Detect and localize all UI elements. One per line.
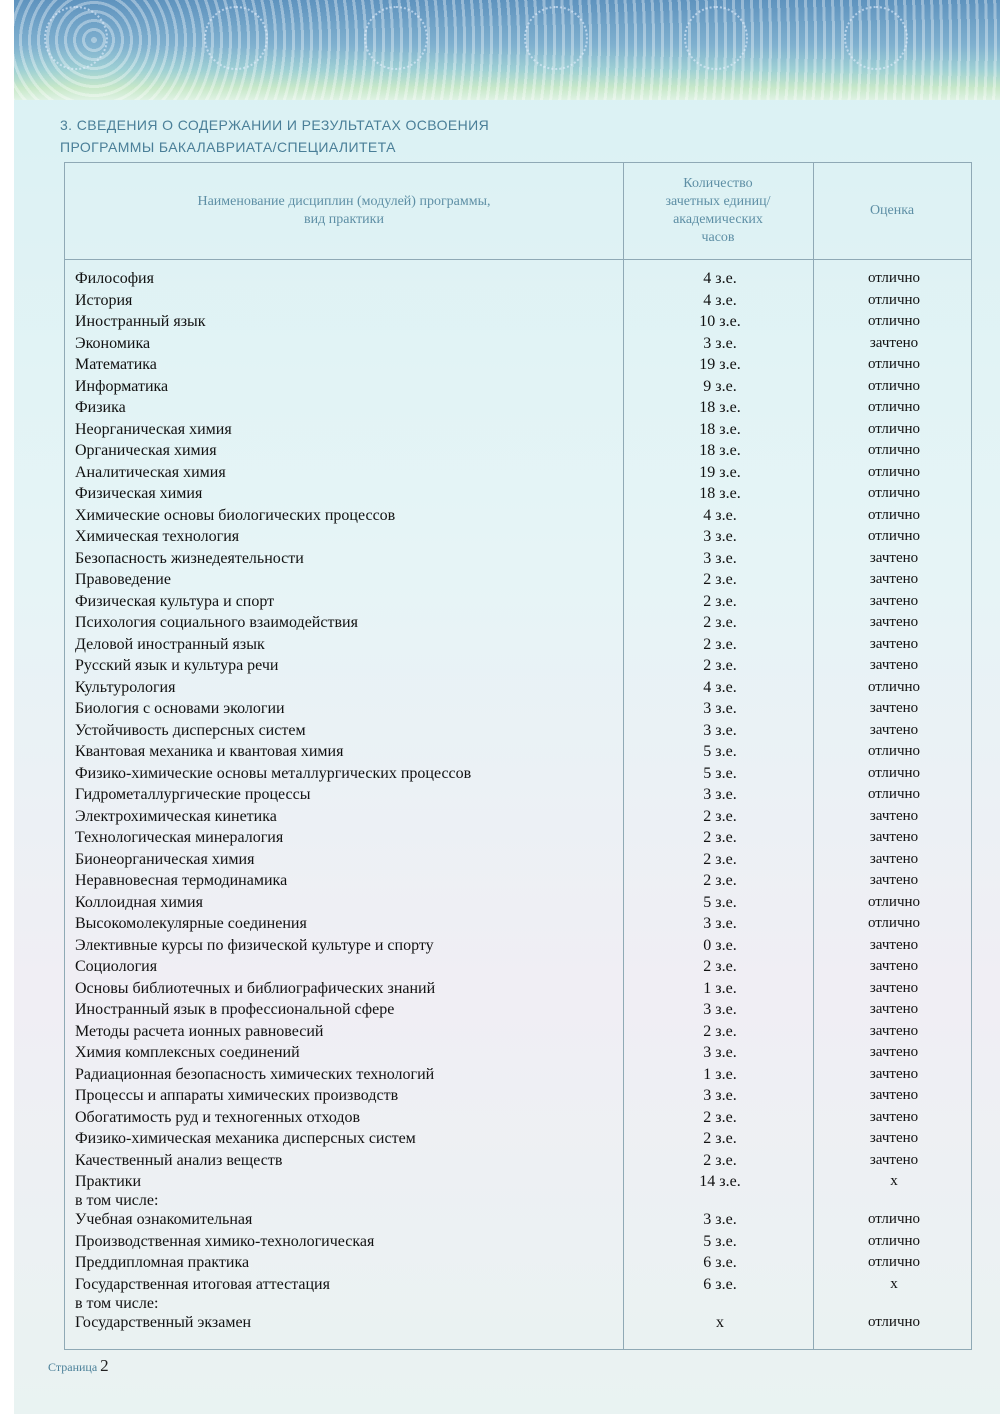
discipline-name-text: Учебная ознакомительная: [75, 1211, 253, 1228]
table-row: [65, 291, 971, 313]
grade: отлично: [867, 356, 921, 372]
grade: отлично: [867, 270, 921, 286]
grade: зачтено: [869, 958, 919, 974]
discipline-name-text: Физическая культура и спорт: [75, 592, 275, 610]
table-row: [65, 807, 971, 829]
discipline-name-text: Культурология: [75, 678, 176, 696]
discipline-name-text: Деловой иностранный язык: [75, 635, 265, 653]
table-row: [65, 1022, 971, 1044]
grade: отлично: [867, 399, 921, 415]
table-row: [65, 979, 971, 1001]
discipline-name-text: Аналитическая химия: [75, 463, 226, 481]
table-row: [65, 269, 971, 291]
table-row: [65, 1151, 971, 1173]
grade: отлично: [867, 485, 921, 501]
table-row: [65, 613, 971, 635]
grade: x: [890, 1275, 898, 1292]
table-row: [65, 828, 971, 850]
grade: отлично: [867, 377, 921, 394]
grade: зачтено: [869, 807, 919, 824]
table-row: [65, 785, 971, 807]
grade: зачтено: [869, 1130, 919, 1146]
credit-units: 3 з.е.: [703, 334, 737, 352]
table-row: [65, 957, 971, 979]
discipline-name-text: Обогатимость руд и техногенных отходов: [75, 1108, 361, 1126]
decorative-guilloche-band: [14, 0, 1000, 100]
discipline-name: [75, 355, 615, 374]
grade: отлично: [867, 463, 921, 480]
grade: зачтено: [869, 872, 919, 888]
discipline-name: [75, 764, 615, 783]
table-row: [65, 355, 971, 377]
header-text: Количество: [683, 176, 753, 191]
discipline-name: [75, 721, 615, 740]
discipline-name: [75, 871, 615, 890]
discipline-name-text: Методы расчета ионных равновесий: [75, 1022, 324, 1040]
page-footer: [48, 1356, 109, 1376]
discipline-name: [75, 1065, 615, 1084]
table-row: [65, 1172, 971, 1210]
table-row: [65, 1232, 971, 1254]
section-title: [60, 114, 760, 158]
table-row: [65, 592, 971, 614]
table-row: [65, 420, 971, 442]
grade: зачтено: [869, 829, 919, 845]
discipline-name: [75, 979, 615, 998]
grade: зачтено: [869, 571, 919, 587]
grade: зачтено: [869, 721, 919, 738]
discipline-name-text: История: [75, 291, 133, 309]
credit-units: 3 з.е.: [703, 786, 737, 803]
section-title-line: 3. СВЕДЕНИЯ О СОДЕРЖАНИИ И РЕЗУЛЬТАТАХ ОСВОЕНИЯ: [60, 117, 490, 133]
discipline-name: [75, 269, 615, 288]
discipline-name-text: Органическая химия: [75, 442, 217, 459]
discipline-name-text: Элективные курсы по физической культуре и спорту: [75, 936, 434, 954]
discipline-name: [75, 914, 615, 933]
discipline-name-text: Квантовая механика и квантовая химия: [75, 743, 344, 760]
discipline-name: [75, 936, 615, 955]
credit-units: 2 з.е.: [703, 872, 737, 889]
table-row: [65, 570, 971, 592]
grade: зачтено: [869, 850, 919, 867]
discipline-name: [75, 334, 615, 353]
discipline-name: [75, 527, 615, 546]
table-row: [65, 893, 971, 915]
discipline-name-text: Физико-химические основы металлургических процессов: [75, 764, 472, 782]
discipline-name-text: Иностранный язык: [75, 313, 206, 330]
discipline-name: [75, 377, 615, 396]
discipline-name: [75, 291, 615, 310]
table-row: [65, 742, 971, 764]
credit-units: 3 з.е.: [703, 1044, 737, 1061]
table-row: [65, 1129, 971, 1151]
discipline-name-text: Правоведение: [75, 571, 171, 588]
credit-units: 5 з.е.: [703, 764, 737, 782]
discipline-name-text: Физическая химия: [75, 485, 203, 502]
discipline-name-text: Неравновесная термодинамика: [75, 872, 288, 889]
credit-units: 18 з.е.: [699, 442, 741, 459]
discipline-name-text: Высокомолекулярные соединения: [75, 915, 307, 932]
grade: зачтено: [869, 1044, 919, 1060]
grade: отлично: [867, 764, 921, 781]
table-row: [65, 1313, 971, 1335]
rosette-ornament-icon: [204, 6, 268, 70]
discipline-name-text: Коллоидная химия: [75, 893, 203, 911]
discipline-name: [75, 678, 615, 697]
credit-units: 2 з.е.: [703, 1151, 737, 1169]
discipline-subnote: в том числе:: [75, 1192, 159, 1209]
credit-units: 2 з.е.: [703, 614, 737, 631]
discipline-name: [75, 312, 615, 331]
grade: отлично: [867, 528, 921, 544]
credit-units: x: [716, 1313, 724, 1331]
grade: зачтено: [869, 1087, 919, 1103]
discipline-name: [75, 1108, 615, 1127]
credit-units: 3 з.е.: [703, 1211, 737, 1228]
grade: отлично: [867, 313, 921, 329]
discipline-name-text: Бионеорганическая химия: [75, 850, 255, 868]
table-row: [65, 1043, 971, 1065]
discipline-name: [75, 549, 615, 568]
discipline-name-text: Преддипломная практика: [75, 1254, 250, 1271]
table-row: [65, 635, 971, 657]
credit-units: 2 з.е.: [703, 1108, 737, 1126]
discipline-name: [75, 850, 615, 869]
credit-units: 0 з.е.: [703, 936, 737, 954]
credit-units: 3 з.е.: [703, 915, 737, 932]
discipline-name-text: Социология: [75, 958, 158, 975]
disciplines-table: [64, 162, 972, 1350]
discipline-name: [75, 785, 615, 804]
credit-units: 5 з.е.: [703, 893, 737, 911]
discipline-name: [75, 957, 615, 976]
discipline-subnote: в том числе:: [75, 1294, 159, 1312]
credit-units: 19 з.е.: [699, 356, 741, 373]
header-text: академических: [673, 212, 763, 227]
rosette-ornament-icon: [844, 6, 908, 70]
table-row: [65, 699, 971, 721]
header-text: зачетных единиц/: [665, 194, 771, 209]
credit-units: 9 з.е.: [703, 377, 737, 395]
grade: зачтено: [869, 936, 919, 953]
credit-units: 18 з.е.: [699, 420, 741, 438]
discipline-name: [75, 1275, 615, 1313]
discipline-name: [75, 1000, 615, 1019]
grade: отлично: [867, 743, 921, 759]
discipline-name-text: Химия комплексных соединений: [75, 1044, 300, 1061]
discipline-name-text: Основы библиотечных и библиографических знаний: [75, 979, 436, 997]
discipline-name: [75, 1022, 615, 1041]
grade: отлично: [867, 915, 921, 931]
table-row: [65, 1065, 971, 1087]
table-row: [65, 871, 971, 893]
rosette-ornament-icon: [684, 6, 748, 70]
table-row: [65, 850, 971, 872]
discipline-name-text: Процессы и аппараты химических производств: [75, 1087, 399, 1104]
table-row: [65, 764, 971, 786]
credit-units: 3 з.е.: [703, 549, 737, 567]
credit-units: 2 з.е.: [703, 958, 737, 975]
grade: зачтено: [869, 592, 919, 609]
discipline-name: [75, 1129, 615, 1148]
grade: отлично: [867, 291, 921, 308]
discipline-name-text: Качественный анализ веществ: [75, 1151, 283, 1169]
credit-units: 3 з.е.: [703, 721, 737, 739]
rosette-ornament-icon: [364, 6, 428, 70]
table-row: [65, 1275, 971, 1313]
table-row: [65, 1000, 971, 1022]
header-text: Оценка: [869, 203, 915, 218]
grade: зачтено: [869, 1151, 919, 1168]
discipline-name: [75, 398, 615, 417]
credit-units: 2 з.е.: [703, 592, 737, 610]
discipline-name: [75, 1313, 615, 1332]
header-credit-units: [623, 163, 813, 259]
discipline-name: [75, 570, 615, 589]
grade: отлично: [867, 506, 921, 523]
grade: отлично: [867, 420, 921, 437]
discipline-name-text: Электрохимическая кинетика: [75, 807, 277, 825]
credit-units: 5 з.е.: [703, 743, 737, 760]
table-row: [65, 549, 971, 571]
credit-units: 2 з.е.: [703, 571, 737, 588]
rosette-ornament-icon: [524, 6, 588, 70]
table-row: [65, 936, 971, 958]
table-row: [65, 1210, 971, 1232]
credit-units: 18 з.е.: [699, 485, 741, 502]
grade: зачтено: [869, 549, 919, 566]
table-row: [65, 312, 971, 334]
discipline-name: [75, 1043, 615, 1062]
rosette-ornament-icon: [44, 6, 108, 70]
discipline-name: [75, 893, 615, 912]
credit-units: 2 з.е.: [703, 1130, 737, 1147]
discipline-name-text: Неорганическая химия: [75, 420, 232, 438]
credit-units: 14 з.е.: [699, 1173, 741, 1190]
grade: зачтено: [869, 614, 919, 630]
discipline-name: [75, 828, 615, 847]
header-grade: [813, 163, 971, 259]
discipline-name-text: Производственная химико-технологическая: [75, 1232, 375, 1250]
table-row: [65, 377, 971, 399]
discipline-name-text: Биология с основами экологии: [75, 700, 285, 717]
discipline-name-text: Безопасность жизнедеятельности: [75, 549, 304, 567]
table-row: [65, 678, 971, 700]
discipline-name-text: Физика: [75, 399, 126, 416]
discipline-name-text: Информатика: [75, 377, 169, 395]
credit-units: 2 з.е.: [703, 1022, 737, 1040]
credit-units: 2 з.е.: [703, 807, 737, 825]
header-text: Наименование дисциплин (модулей) программы,: [197, 194, 491, 209]
discipline-name: [75, 1172, 615, 1210]
discipline-name: [75, 506, 615, 525]
credit-units: 4 з.е.: [703, 678, 737, 696]
page-number: 2: [100, 1356, 109, 1375]
discipline-name-text: Химическая технология: [75, 528, 240, 545]
table-row: [65, 463, 971, 485]
grade: отлично: [867, 786, 921, 802]
credit-units: 6 з.е.: [703, 1275, 737, 1293]
credit-units: 2 з.е.: [703, 635, 737, 653]
discipline-name-text: Иностранный язык в профессиональной сфере: [75, 1001, 395, 1018]
table-body: [65, 269, 971, 1334]
discipline-name-text: Философия: [75, 270, 154, 287]
grade: зачтено: [869, 1065, 919, 1082]
discipline-name: [75, 420, 615, 439]
discipline-name-text: Радиационная безопасность химических технологий: [75, 1065, 435, 1083]
discipline-name: [75, 1151, 615, 1170]
table-row: [65, 334, 971, 356]
discipline-name-text: Экономика: [75, 334, 151, 352]
discipline-name-text: Технологическая минералогия: [75, 829, 284, 846]
discipline-name-text: Психология социального взаимодействия: [75, 614, 358, 631]
page-label: Страница: [48, 1360, 98, 1374]
credit-units: 4 з.е.: [703, 291, 737, 309]
credit-units: 18 з.е.: [699, 399, 741, 416]
credit-units: 1 з.е.: [703, 979, 737, 997]
credit-units: 4 з.е.: [703, 270, 737, 287]
grade: зачтено: [869, 657, 919, 673]
header-text: часов: [701, 230, 735, 245]
discipline-name-text: Государственная итоговая аттестация: [75, 1275, 330, 1293]
credit-units: 3 з.е.: [703, 1087, 737, 1104]
discipline-name: [75, 463, 615, 482]
discipline-name: [75, 1232, 615, 1251]
discipline-name: [75, 635, 615, 654]
section-title-line: ПРОГРАММЫ БАКАЛАВРИАТА/СПЕЦИАЛИТЕТА: [60, 139, 396, 155]
discipline-name-text: Гидрометаллургические процессы: [75, 786, 311, 803]
discipline-name: [75, 1086, 615, 1105]
grade: зачтено: [869, 1022, 919, 1039]
grade: отлично: [867, 1254, 921, 1270]
discipline-name-text: Химические основы биологических процессов: [75, 506, 396, 524]
grade: отлично: [867, 1232, 921, 1249]
table-row: [65, 914, 971, 936]
header-text: вид практики: [304, 212, 384, 227]
discipline-name: [75, 484, 615, 503]
credit-units: 5 з.е.: [703, 1232, 737, 1250]
grade: зачтено: [869, 334, 919, 351]
table-row: [65, 506, 971, 528]
grade: отлично: [867, 893, 921, 910]
discipline-name-text: Математика: [75, 356, 157, 373]
credit-units: 1 з.е.: [703, 1065, 737, 1083]
table-row: [65, 441, 971, 463]
table-row: [65, 484, 971, 506]
discipline-name: [75, 1210, 615, 1229]
discipline-name-text: Физико-химическая механика дисперсных систем: [75, 1130, 416, 1147]
credit-units: 2 з.е.: [703, 850, 737, 868]
table-row: [65, 1108, 971, 1130]
discipline-name: [75, 742, 615, 761]
grade: зачтено: [869, 700, 919, 716]
grade: зачтено: [869, 635, 919, 652]
credit-units: 2 з.е.: [703, 829, 737, 846]
table-row: [65, 1086, 971, 1108]
discipline-name-text: Устойчивость дисперсных систем: [75, 721, 306, 739]
credit-units: 3 з.е.: [703, 1001, 737, 1018]
grade: зачтено: [869, 979, 919, 996]
discipline-name: [75, 592, 615, 611]
grade: отлично: [867, 678, 921, 695]
credit-units: 19 з.е.: [699, 463, 741, 481]
discipline-name: [75, 656, 615, 675]
table-row: [65, 721, 971, 743]
discipline-name-text: Практики: [75, 1173, 142, 1190]
discipline-name-text: Русский язык и культура речи: [75, 657, 279, 674]
grade: отлично: [867, 442, 921, 458]
grade: зачтено: [869, 1001, 919, 1017]
discipline-name: [75, 441, 615, 460]
table-row: [65, 527, 971, 549]
credit-units: 10 з.е.: [699, 313, 741, 330]
table-row: [65, 1253, 971, 1275]
credit-units: 3 з.е.: [703, 700, 737, 717]
header-discipline-name: [65, 163, 623, 259]
discipline-name: [75, 613, 615, 632]
discipline-name-text: Государственный экзамен: [75, 1313, 252, 1331]
credit-units: 4 з.е.: [703, 506, 737, 524]
credit-units: 2 з.е.: [703, 657, 737, 674]
discipline-name: [75, 1253, 615, 1272]
credit-units: 3 з.е.: [703, 528, 737, 545]
grade: отлично: [867, 1211, 921, 1227]
grade: x: [890, 1173, 898, 1189]
credit-units: 6 з.е.: [703, 1254, 737, 1271]
grade: зачтено: [869, 1108, 919, 1125]
grade: отлично: [867, 1313, 921, 1330]
table-row: [65, 656, 971, 678]
table-row: [65, 398, 971, 420]
discipline-name: [75, 699, 615, 718]
discipline-name: [75, 807, 615, 826]
header-divider: [65, 259, 971, 260]
